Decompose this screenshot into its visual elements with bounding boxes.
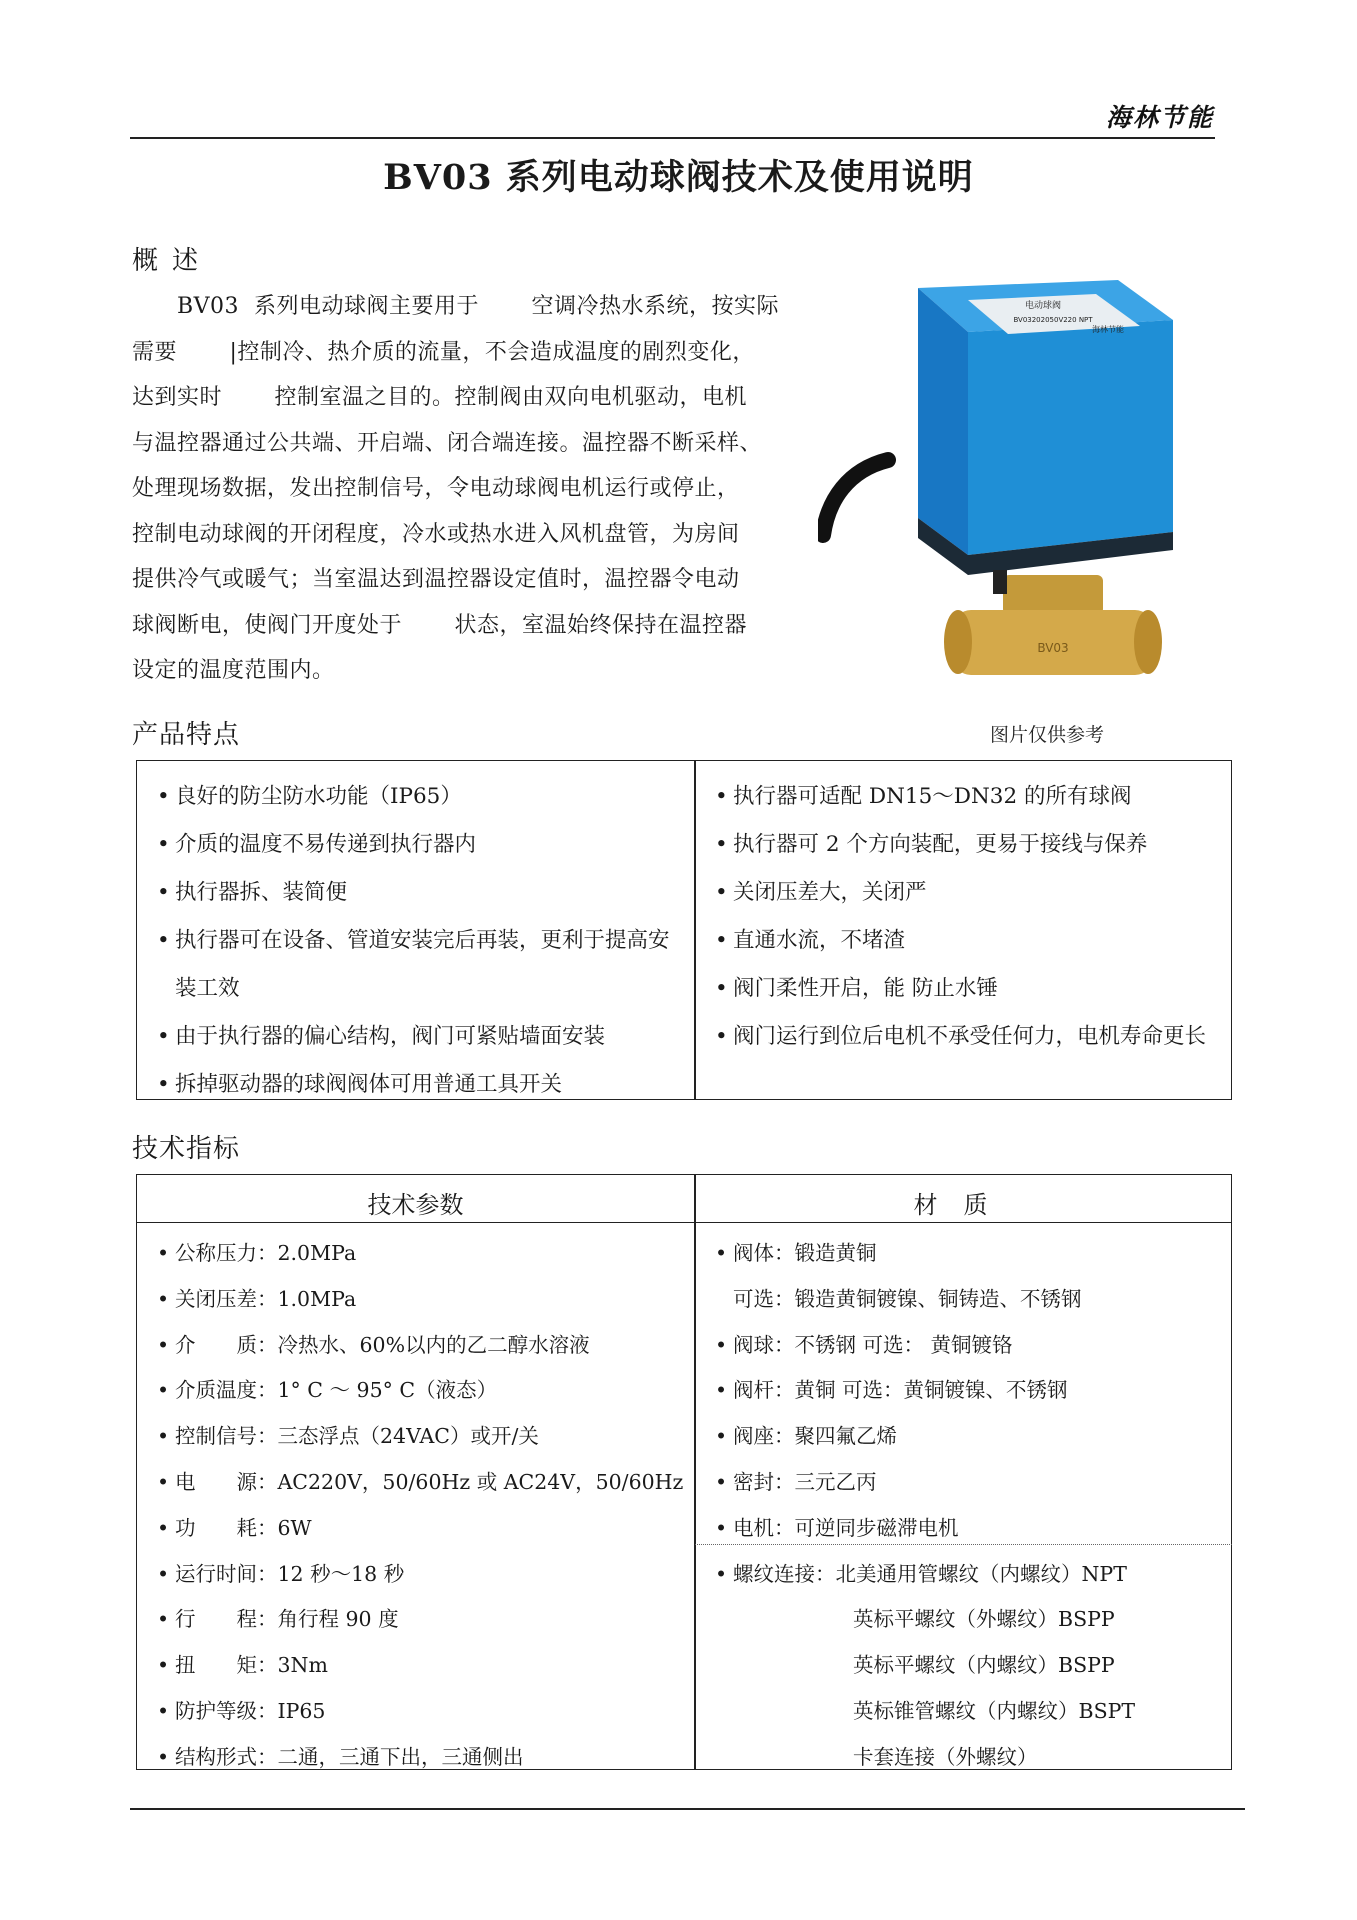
material-row: 卡套连接（外螺纹） — [853, 1744, 1038, 1769]
spec-label: 运行时间： — [175, 1561, 278, 1586]
feature-item: • 阀门运行到位后电机不承受任何力，电机寿命更长 — [715, 1013, 1220, 1061]
spec-value: 6W — [277, 1515, 312, 1540]
overview-line: 控制电动球阀的开闭程度，冷水或热水进入风机盘管，为房间 — [132, 521, 740, 547]
spec-row — [157, 1231, 687, 1277]
spec-value: 3Nm — [277, 1653, 328, 1678]
overview-line: 与温控器通过公共端、开启端、闭合端连接。温控器不断采样、 — [132, 430, 763, 456]
spec-row — [157, 1460, 687, 1506]
spec-label: 行 程： — [175, 1607, 278, 1632]
material-row: 英标平螺纹（内螺纹）BSPP — [853, 1653, 1115, 1678]
spec-label: 介 质： — [175, 1332, 278, 1357]
feature-item: • 介质的温度不易传递到执行器内 — [157, 821, 682, 869]
feature-item: • 拆掉驱动器的球阀阀体可用普通工具开关 — [157, 1061, 682, 1109]
overview-line: 球阀断电，使阀门开度处于 状态，室温始终保持在温控器 — [132, 612, 747, 638]
features-right-column — [715, 773, 1220, 1061]
spec-row — [157, 1323, 687, 1369]
spec-value: 1° C ～ 95° C（液态） — [277, 1378, 498, 1403]
column-divider — [694, 761, 696, 1099]
actuator-front — [968, 320, 1173, 555]
material-row: • 密封：三元乙丙 — [715, 1460, 1225, 1506]
feature-item: • 执行器可 2 个方向装配，更易于接线与保养 — [715, 821, 1220, 869]
spec-label: 扭 矩： — [175, 1653, 278, 1678]
material-row: • 螺纹连接：北美通用管螺纹（内螺纹）NPT — [715, 1552, 1225, 1598]
spec-row — [157, 1414, 687, 1460]
spec-label: 控制信号： — [175, 1424, 278, 1449]
feature-item: • 执行器拆、装简便 — [157, 869, 682, 917]
spec-value: 12 秒～18 秒 — [277, 1561, 405, 1586]
features-table — [136, 760, 1232, 1100]
specs-table — [136, 1174, 1232, 1770]
brand-logo-text: 海林节能 — [1105, 103, 1214, 132]
materials-list — [715, 1231, 1225, 1781]
spec-value: 二通，三通下出，三通侧出 — [277, 1744, 524, 1769]
overview-paragraph — [132, 284, 792, 694]
spec-label: 结构形式： — [175, 1744, 278, 1769]
document-title: BV03 系列电动球阀技术及使用说明 — [383, 157, 974, 198]
feature-item: • 直通水流，不堵渣 — [715, 917, 1220, 965]
spec-row — [157, 1597, 687, 1643]
feature-item: • 执行器可在设备、管道安装完后再装，更利于提高安装工效 — [157, 917, 682, 1013]
spec-value: 1.0MPa — [277, 1286, 357, 1311]
nameplate-brand: 海林节能 — [1092, 325, 1124, 334]
material-row: • 电机：可逆同步磁滞电机 — [715, 1506, 1225, 1552]
material-row: 英标锥管螺纹（内螺纹）BSPT — [853, 1698, 1136, 1723]
spec-row — [157, 1506, 687, 1552]
feature-item: • 执行器可适配 DN15～DN32 的所有球阀 — [715, 773, 1220, 821]
features-left-column — [157, 773, 682, 1109]
spec-label: 电 源： — [175, 1469, 278, 1494]
actuator-side — [918, 288, 968, 555]
spec-label: 防护等级： — [175, 1698, 278, 1723]
material-row: 可选：锻造黄铜镀镍、铜铸造、不锈钢 — [733, 1286, 1082, 1311]
material-row: 英标平螺纹（外螺纹）BSPP — [853, 1607, 1115, 1632]
spec-row — [157, 1277, 687, 1323]
spec-row — [157, 1368, 687, 1414]
material-row: • 阀体：锻造黄铜 — [715, 1231, 1225, 1277]
nameplate-title: 电动球阀 — [1024, 301, 1062, 311]
valve-port-right — [1134, 610, 1162, 674]
spec-row — [157, 1552, 687, 1598]
spec-label: 介质温度： — [175, 1378, 278, 1403]
spec-label: 公称压力： — [175, 1241, 278, 1265]
photo-caption: 图片仅供参考 — [990, 724, 1105, 746]
valve-body-marking: BV03 — [1037, 641, 1069, 655]
spec-label: 功 耗： — [175, 1515, 278, 1540]
features-heading: 产品特点 — [132, 720, 241, 750]
footer-rule — [130, 1808, 1245, 1810]
valve-nut — [1003, 575, 1103, 615]
specs-table-header — [137, 1175, 1231, 1223]
cable-icon — [823, 460, 888, 535]
column-divider — [694, 1175, 696, 1769]
spec-label: 关闭压差： — [175, 1286, 278, 1311]
spec-value: AC220V，50/60Hz 或 AC24V，50/60Hz — [277, 1469, 684, 1494]
spec-row — [157, 1735, 687, 1781]
spec-value: 角行程 90 度 — [277, 1607, 399, 1632]
spec-value: IP65 — [277, 1698, 326, 1723]
overview-line: 需要 |控制冷、热介质的流量，不会造成温度的剧烈变化， — [132, 339, 755, 365]
params-column-title: 技术参数 — [367, 1191, 464, 1219]
spec-value: 2.0MPa — [277, 1241, 357, 1265]
materials-column-title: 材质 — [913, 1191, 1014, 1219]
material-row: • 阀座：聚四氟乙烯 — [715, 1414, 1225, 1460]
overview-line: 达到实时 控制室温之目的。控制阀由双向电机驱动，电机 — [132, 385, 747, 410]
spec-value: 三态浮点（24VAC）或开/关 — [277, 1424, 539, 1449]
valve-port-left — [944, 610, 972, 674]
spec-row — [157, 1689, 687, 1735]
overview-line: 提供冷气或暖气；当室温达到温控器设定值时，温控器令电动 — [132, 567, 740, 592]
overview-heading: 概述 — [132, 246, 213, 276]
feature-item: • 阀门柔性开启，能 防止水锤 — [715, 965, 1220, 1013]
material-row: • 阀杆：黄铜 可选：黄铜镀镍、不锈钢 — [715, 1368, 1225, 1414]
material-row: • 阀球：不锈钢 可选： 黄铜镀铬 — [715, 1323, 1225, 1369]
header-rule — [130, 137, 1215, 139]
specs-heading: 技术指标 — [132, 1134, 241, 1164]
overview-line: 设定的温度范围内。 — [132, 658, 335, 683]
overview-line: 处理现场数据，发出控制信号，令电动球阀电机运行或停止， — [132, 476, 740, 501]
overview-line: BV03 系列电动球阀主要用于 空调冷热水系统，按实际 — [132, 294, 779, 319]
product-photo — [818, 270, 1178, 700]
params-list — [157, 1231, 687, 1781]
nameplate-model: BV03202050V220 NPT — [1013, 316, 1093, 324]
feature-item: • 关闭压差大，关闭严 — [715, 869, 1220, 917]
feature-item: • 良好的防尘防水功能（IP65） — [157, 773, 682, 821]
spec-value: 冷热水、60%以内的乙二醇水溶液 — [277, 1332, 590, 1357]
spec-row — [157, 1643, 687, 1689]
valve-stem — [993, 570, 1007, 594]
feature-item: • 由于执行器的偏心结构，阀门可紧贴墙面安装 — [157, 1013, 682, 1061]
